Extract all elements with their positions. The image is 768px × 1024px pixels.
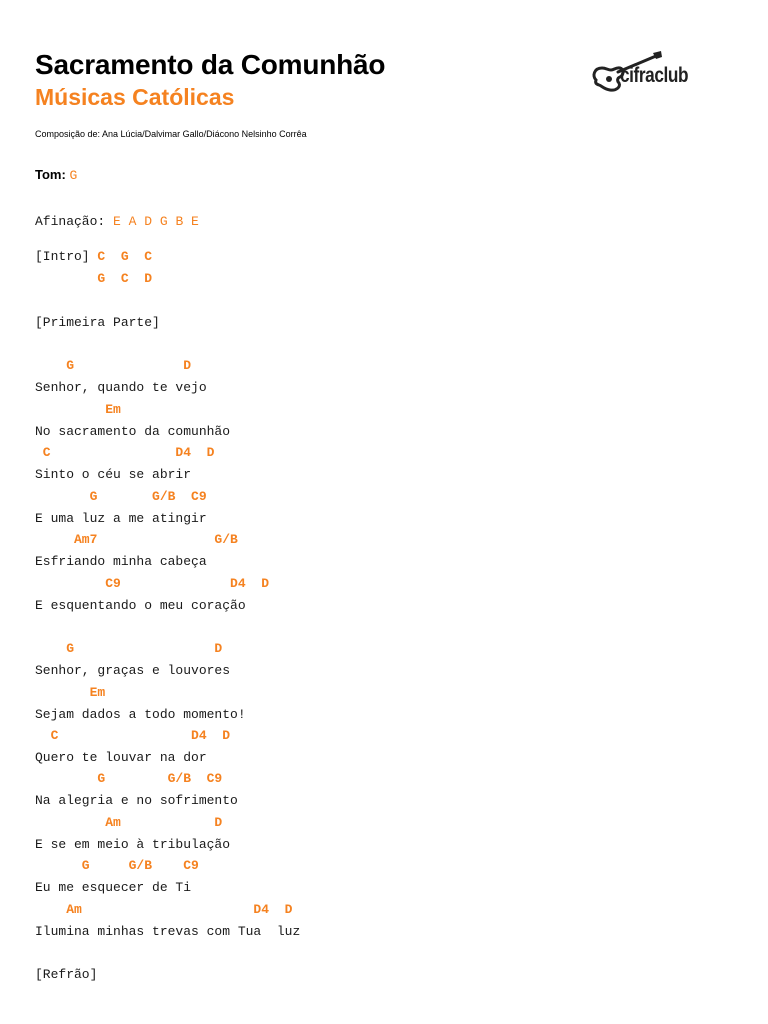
lyric-line: Ilumina minhas trevas com Tua luz [35,924,301,939]
lyric-line: E uma luz a me atingir [35,511,207,526]
lyric-line: Eu me esquecer de Ti [35,880,192,895]
chord-line[interactable]: G G/B C9 [35,489,207,504]
tuning-value: E A D G B E [113,214,199,229]
song-title: Sacramento da Comunhão [35,49,386,80]
lyric-line: Sinto o céu se abrir [35,467,192,482]
tom-label: Tom: [35,167,66,182]
song-key [35,167,77,184]
logo-text: cifraclub [620,64,689,87]
chord-line[interactable]: G G/B C9 [35,771,223,786]
composer-credit: Composição de: Ana Lúcia/Dalvimar Gallo/Diácono Nelsinho Corrêa [35,129,307,139]
chord-line[interactable]: Am D4 D [35,902,293,917]
cifraclub-logo[interactable] [590,50,702,100]
chord-line[interactable]: G G/B C9 [35,858,199,873]
chord-line[interactable]: Em [35,685,106,700]
chord-line[interactable]: Em [35,402,121,417]
section-label: [Primeira Parte] [35,315,160,330]
lyric-line: Na alegria e no sofrimento [35,793,238,808]
tuning [35,214,199,230]
lyric-line: Esfriando minha cabeça [35,554,207,569]
lyric-line: E esquentando o meu coração [35,598,246,613]
section-label: [Intro] [35,249,98,264]
chord-line[interactable]: G D [35,358,192,373]
intro-line [35,249,152,265]
tom-key[interactable]: G [69,168,78,183]
chord-line[interactable]: Am D [35,815,223,830]
lyric-line: E se em meio à tribulação [35,837,231,852]
lyric-line: Quero te louvar na dor [35,750,207,765]
section-label: [Refrão] [35,967,98,982]
chord-line[interactable]: Am7 G/B [35,532,238,547]
lyric-line: No sacramento da comunhão [35,424,231,439]
chord-line[interactable]: C G C [97,249,153,264]
chord-line[interactable]: C9 D4 D [35,576,270,591]
chord-line[interactable]: G C D [35,271,153,286]
artist-name[interactable]: Músicas Católicas [35,84,235,110]
chord-line[interactable]: C D4 D [35,728,231,743]
lyric-line: Senhor, graças e louvores [35,663,231,678]
lyric-line: Senhor, quando te vejo [35,380,207,395]
lyric-line: Sejam dados a todo momento! [35,707,246,722]
tuning-label: Afinação: [35,214,106,229]
chord-line[interactable]: G D [35,641,223,656]
chord-line[interactable]: C D4 D [35,445,215,460]
